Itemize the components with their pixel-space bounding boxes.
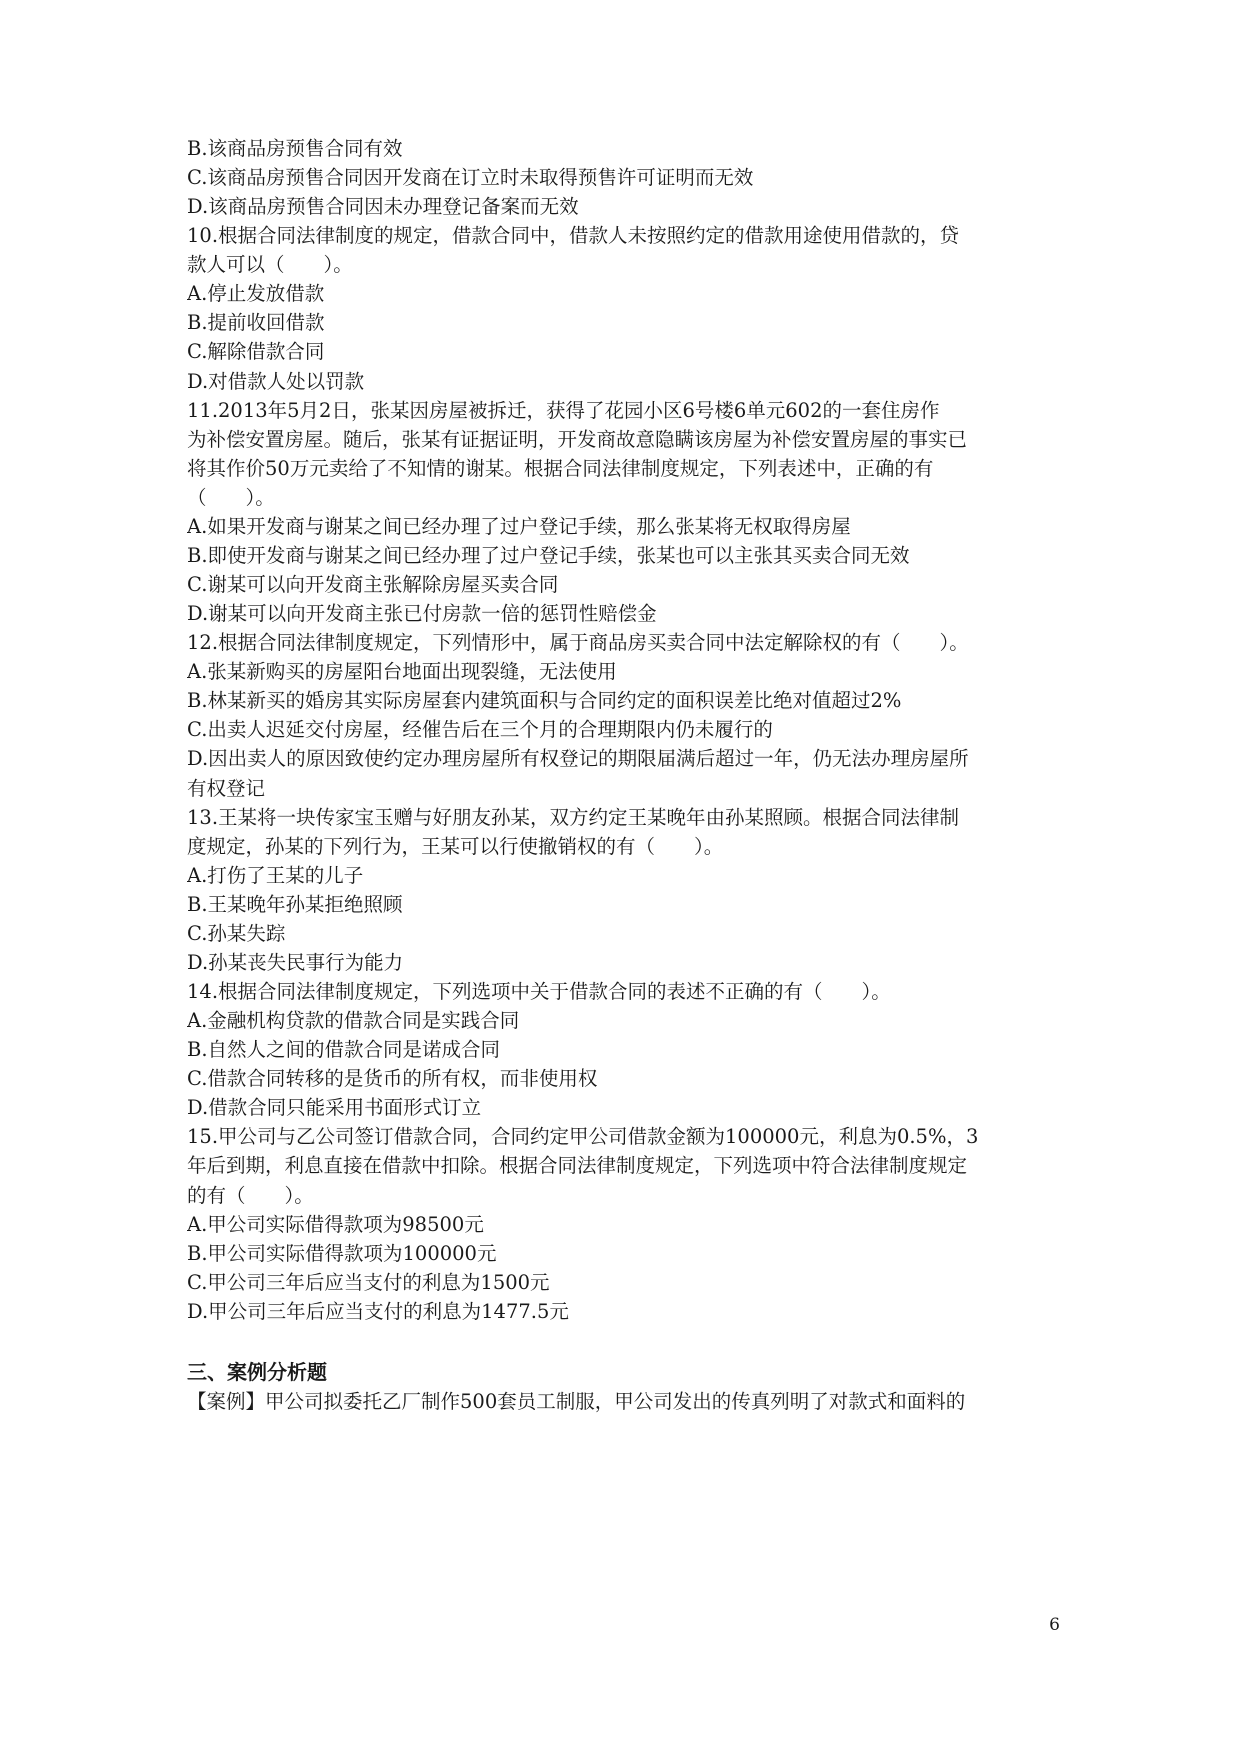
text-line: 度规定，孙某的下列行为，王某可以行使撤销权的有（ ）。 — [187, 835, 724, 858]
text-line: C.谢某可以向开发商主张解除房屋买卖合同 — [187, 573, 559, 596]
text-line: C.甲公司三年后应当支付的利息为1500元 — [187, 1271, 550, 1294]
text-line: B.林某新买的婚房其实际房屋套内建筑面积与合同约定的面积误差比绝对值超过2% — [187, 689, 902, 712]
text-line: 的有（ ）。 — [187, 1184, 314, 1207]
text-line: 12.根据合同法律制度规定，下列情形中，属于商品房买卖合同中法定解除权的有（ ）。 — [187, 631, 969, 654]
text-line: 13.王某将一块传家宝玉赠与好朋友孙某，双方约定王某晚年由孙某照顾。根据合同法律制 — [187, 806, 960, 829]
text-line: B.即使开发商与谢某之间已经办理了过户登记手续，张某也可以主张其买卖合同无效 — [187, 544, 910, 567]
text-line: A.如果开发商与谢某之间已经办理了过户登记手续，那么张某将无权取得房屋 — [187, 515, 851, 538]
text-line: 年后到期，利息直接在借款中扣除。根据合同法律制度规定，下列选项中符合法律制度规定 — [187, 1154, 968, 1177]
text-line: B.王某晚年孙某拒绝照顾 — [187, 893, 403, 916]
text-line: D.对借款人处以罚款 — [187, 370, 365, 393]
text-line: A.打伤了王某的儿子 — [187, 864, 364, 887]
text-line: B.提前收回借款 — [187, 311, 325, 334]
text-line: C.孙某失踪 — [187, 922, 286, 945]
text-line: A.张某新购买的房屋阳台地面出现裂缝，无法使用 — [187, 660, 617, 683]
text-line: 将其作价50万元卖给了不知情的谢某。根据合同法律制度规定，下列表述中，正确的有 — [187, 457, 934, 480]
text-line: A.停止发放借款 — [187, 282, 325, 305]
text-line: B.该商品房预售合同有效 — [187, 137, 403, 160]
text-line: 有权登记 — [187, 777, 266, 800]
text-line: 款人可以（ ）。 — [187, 253, 353, 276]
text-line: B.自然人之间的借款合同是诺成合同 — [187, 1038, 501, 1061]
text-line: D.借款合同只能采用书面形式订立 — [187, 1096, 482, 1119]
page-number: 6 — [1049, 1615, 1060, 1635]
text-line: D.甲公司三年后应当支付的利息为1477.5元 — [187, 1300, 569, 1323]
case-paragraph-line: 【案例】甲公司拟委托乙厂制作500套员工制服，甲公司发出的传真列明了对款式和面料的 — [187, 1390, 966, 1413]
text-line: C.解除借款合同 — [187, 340, 325, 363]
text-line: A.金融机构贷款的借款合同是实践合同 — [187, 1009, 520, 1032]
section-heading: 三、案例分析题 — [187, 1360, 327, 1384]
text-line: （ ）。 — [187, 486, 275, 509]
text-line: C.出卖人迟延交付房屋，经催告后在三个月的合理期限内仍未履行的 — [187, 718, 773, 741]
text-line: 14.根据合同法律制度规定，下列选项中关于借款合同的表述不正确的有（ ）。 — [187, 980, 891, 1003]
text-line: A.甲公司实际借得款项为98500元 — [187, 1213, 484, 1236]
text-line: C.该商品房预售合同因开发商在订立时未取得预售许可证明而无效 — [187, 166, 754, 189]
text-line: 11.2013年5月2日，张某因房屋被拆迁，获得了花园小区6号楼6单元602的一套住房作 — [187, 399, 940, 422]
text-line: B.甲公司实际借得款项为100000元 — [187, 1242, 497, 1265]
text-line: D.因出卖人的原因致使约定办理房屋所有权登记的期限届满后超过一年，仍无法办理房屋所 — [187, 747, 969, 770]
text-line: D.该商品房预售合同因未办理登记备案而无效 — [187, 195, 579, 218]
text-line: 为补偿安置房屋。随后，张某有证据证明，开发商故意隐瞒该房屋为补偿安置房屋的事实已 — [187, 428, 968, 451]
text-line: D.孙某丧失民事行为能力 — [187, 951, 404, 974]
text-line: C.借款合同转移的是货币的所有权，而非使用权 — [187, 1067, 598, 1090]
text-line: 10.根据合同法律制度的规定，借款合同中，借款人未按照约定的借款用途使用借款的，贷 — [187, 224, 960, 247]
text-line: D.谢某可以向开发商主张已付房款一倍的惩罚性赔偿金 — [187, 602, 657, 625]
text-line: 15.甲公司与乙公司签订借款合同，合同约定甲公司借款金额为100000元，利息为0.5%，3 — [187, 1125, 979, 1148]
